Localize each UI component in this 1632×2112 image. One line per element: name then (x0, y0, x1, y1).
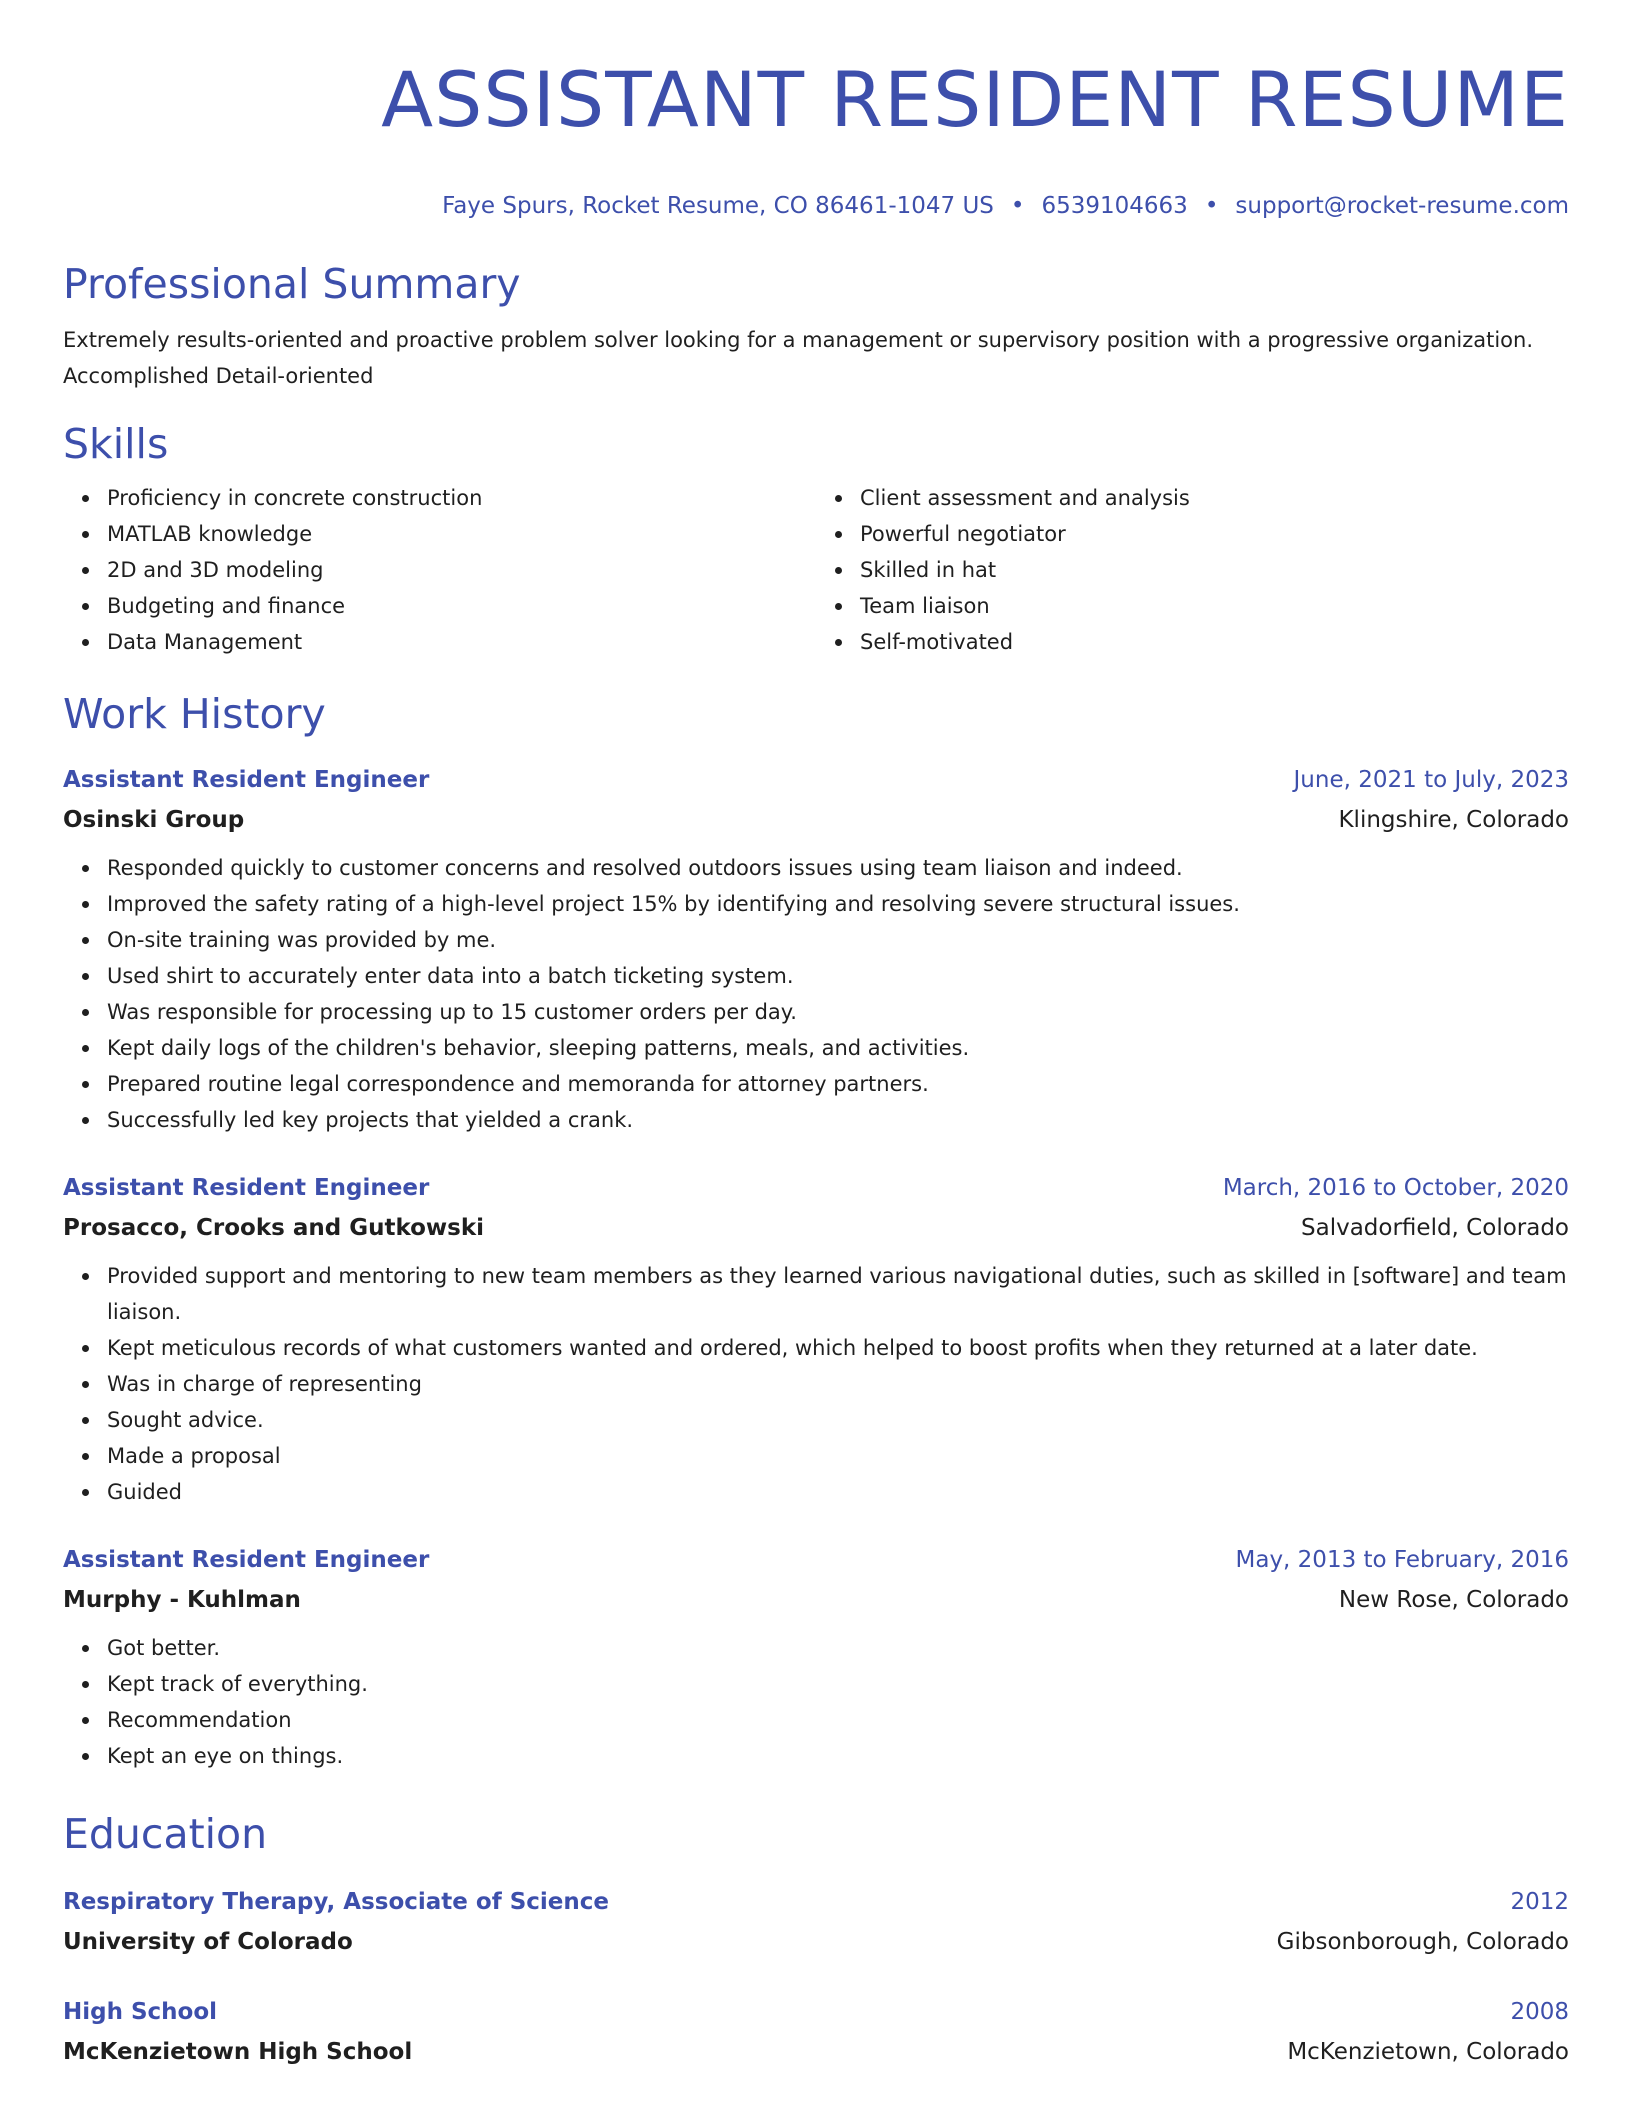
resume-title: ASSISTANT RESIDENT RESUME (381, 55, 1569, 144)
job-duty: Guided (107, 1474, 1569, 1510)
skill-item: Proficiency in concrete construction (107, 480, 816, 516)
job-entry (63, 760, 1569, 1138)
job-title: Assistant Resident Engineer (63, 1175, 430, 1201)
job-duty: Kept meticulous records of what customers wanted and ordered, which helped to boost profits when they returned at a later date. (107, 1330, 1569, 1366)
skills-list (63, 480, 1569, 660)
skills-column-left (63, 480, 816, 660)
job-duty: Kept track of everything. (107, 1666, 1569, 1702)
job-duty: Got better. (107, 1630, 1569, 1666)
summary-heading: Professional Summary (63, 260, 521, 308)
job-duty: Used shirt to accurately enter data into a batch ticketing system. (107, 958, 1569, 994)
contact-phone: 6539104663 (1041, 193, 1188, 219)
contact-email[interactable]: support@rocket-resume.com (1235, 193, 1569, 219)
skill-item: Skilled in hat (860, 552, 1569, 588)
education-school: McKenzietown High School (63, 2039, 413, 2065)
skills-column-right (816, 480, 1569, 660)
job-company: Prosacco, Crooks and Gutkowski (63, 1215, 485, 1241)
job-location: New Rose, Colorado (1338, 1587, 1569, 1613)
job-duty: Successfully led key projects that yielded a crank. (107, 1102, 1569, 1138)
job-location: Klingshire, Colorado (1338, 807, 1569, 833)
job-duties (63, 1630, 1569, 1774)
education-entry (63, 1992, 1569, 2072)
contact-address: Faye Spurs, Rocket Resume, CO 86461-1047 US (442, 193, 994, 219)
skill-item: Self-motivated (860, 624, 1569, 660)
education-heading: Education (63, 1810, 268, 1858)
job-duty: Sought advice. (107, 1402, 1569, 1438)
education-school: University of Colorado (63, 1929, 353, 1955)
job-title: Assistant Resident Engineer (63, 767, 430, 793)
job-duty: Provided support and mentoring to new team members as they learned various navigational duties, such as skilled in [software] and team liaison. (107, 1258, 1569, 1330)
job-location: Salvadorfield, Colorado (1301, 1215, 1569, 1241)
job-entry (63, 1168, 1569, 1510)
job-duty: Improved the safety rating of a high-level project 15% by identifying and resolving severe structural issues. (107, 886, 1569, 922)
education-degree: Respiratory Therapy, Associate of Science (63, 1889, 610, 1915)
education-location: Gibsonborough, Colorado (1276, 1929, 1569, 1955)
job-duty: On-site training was provided by me. (107, 922, 1569, 958)
education-location: McKenzietown, Colorado (1287, 2039, 1569, 2065)
job-company: Murphy - Kuhlman (63, 1587, 301, 1613)
job-dates: March, 2016 to October, 2020 (1222, 1175, 1569, 1201)
skill-item: Team liaison (860, 588, 1569, 624)
skill-item: MATLAB knowledge (107, 516, 816, 552)
skills-heading: Skills (63, 420, 169, 468)
skill-item: 2D and 3D modeling (107, 552, 816, 588)
education-entry (63, 1882, 1569, 1962)
job-duty: Made a proposal (107, 1438, 1569, 1474)
job-duty: Was responsible for processing up to 15 customer orders per day. (107, 994, 1569, 1030)
job-company: Osinski Group (63, 807, 245, 833)
summary-text: Extremely results-oriented and proactive problem solver looking for a management or supervisory position with a progressive organization. Accomplished Detail-oriented (63, 328, 1533, 388)
resume-header (63, 0, 1569, 222)
job-duty: Was in charge of representing (107, 1366, 1569, 1402)
job-duties (63, 1258, 1569, 1510)
contact-line (63, 190, 1569, 222)
education-year: 2012 (1510, 1889, 1569, 1915)
job-dates: May, 2013 to February, 2016 (1235, 1547, 1569, 1573)
skill-item: Powerful negotiator (860, 516, 1569, 552)
job-duty: Responded quickly to customer concerns and resolved outdoors issues using team liaison and indeed. (107, 850, 1569, 886)
skill-item: Client assessment and analysis (860, 480, 1569, 516)
job-duty: Prepared routine legal correspondence and memoranda for attorney partners. (107, 1066, 1569, 1102)
contact-separator: • (1204, 193, 1219, 219)
job-duty: Kept daily logs of the children's behavior, sleeping patterns, meals, and activities. (107, 1030, 1569, 1066)
job-dates: June, 2021 to July, 2023 (1293, 767, 1569, 793)
skill-item: Budgeting and finance (107, 588, 816, 624)
contact-separator: • (1010, 193, 1025, 219)
work-history-heading: Work History (63, 690, 326, 738)
job-duty: Recommendation (107, 1702, 1569, 1738)
skill-item: Data Management (107, 624, 816, 660)
job-duty: Kept an eye on things. (107, 1738, 1569, 1774)
job-entry (63, 1540, 1569, 1774)
job-duties (63, 850, 1569, 1138)
education-degree: High School (63, 1999, 218, 2025)
job-title: Assistant Resident Engineer (63, 1547, 430, 1573)
education-year: 2008 (1510, 1999, 1569, 2025)
